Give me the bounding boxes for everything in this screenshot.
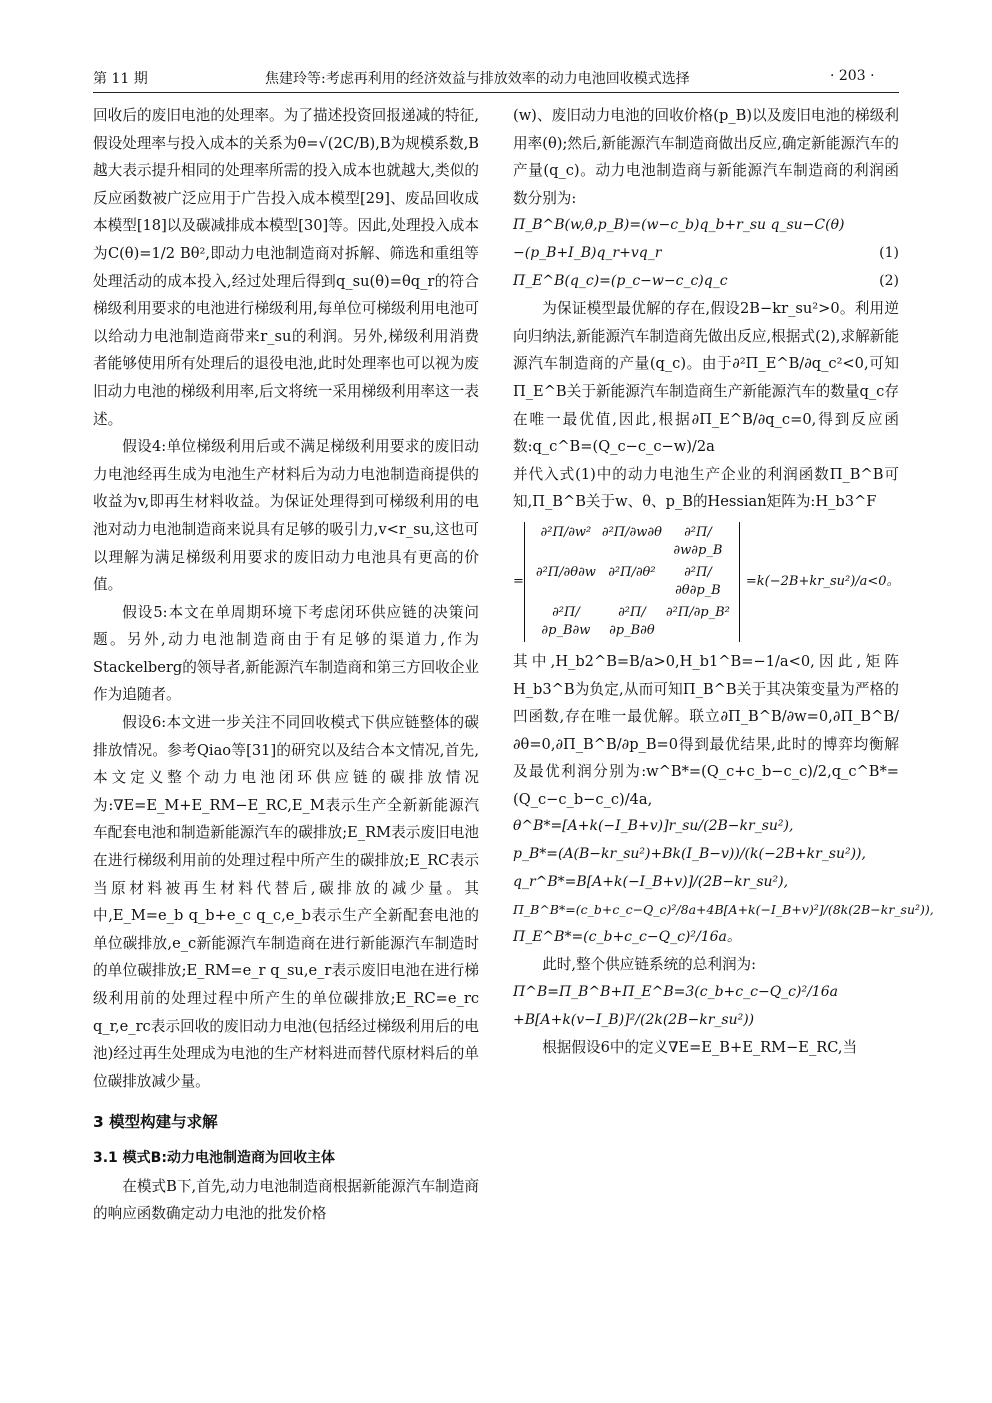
issue-label: 第 11 期 bbox=[93, 71, 148, 87]
assumption-5: 假设5:本文在单周期环境下考虑闭环供应链的决策问题。另外,动力电池制造商由于有足够的渠道力,作为Stackelberg的领导者,新能源汽车制造商和第三方回收企业作为追随者。 bbox=[93, 603, 479, 704]
matrix-cell: ∂²Π/∂p_B∂θ bbox=[609, 604, 655, 638]
matrix-cell: ∂²Π/∂w∂θ bbox=[601, 524, 662, 540]
matrix-cell: ∂²Π/∂θ² bbox=[608, 564, 656, 580]
paragraph: 根据假设6中的定义∇E=E_B+E_RM−E_RC,当 bbox=[542, 1039, 858, 1057]
paragraph: 回收后的废旧电池的处理率。为了描述投资回报递减的特征,假设处理率与投入成本的关系为θ=√(2C/B),B为规模系数,B越大表示提升相同的处理率所需的投入成本也就越大,类似的反应函数被广泛应用于广告投入成本模型[29]、废品回收成本模型[18]以及碳减排成本模型[30]等。因此,处理投入成本为C(θ)=1/2 Bθ²,即动力电池制造商对拆解、筛选和重组等处理活动的成本投入,经过处理后得到q_su(θ)=θq_r的符合梯级利用要求的电池进行梯级利用,每单位可梯级利用电池可以给动力电池制造商带来r_su的利润。另外,梯级利用消费者能够使用所有处理后的退役电池,此时处理率也可以视为废旧动力电池的梯级利用率,后文将统一采用梯级利用率这一表述。 bbox=[93, 107, 479, 428]
total-profit-2: +B[A+k(v−I_B)]²/(2k(2B−kr_su²)) bbox=[513, 1011, 755, 1028]
paragraph: 其中,H_b2^B=B/a>0,H_b1^B=−1/a<0,因此,矩阵H_b3^B为负定,从而可知Π_B^B关于其决策变量为严格的凹函数,存在唯一最优解。联立∂Π_B^B/∂w=0,∂Π_B^B/∂θ=0,∂Π_B^B/∂p_B=0得到最优结果,此时的博弈均衡解及最优利润分别为:w^B*=(Q_c+c_b−c_c)/2,q_c^B*=(Q_c−c_b−c_c)/4a, bbox=[513, 652, 899, 808]
paragraph: 此时,整个供应链系统的总利润为: bbox=[542, 956, 757, 974]
equation-number: (2) bbox=[879, 272, 899, 289]
solution-profit-b: Π_B^B*=(c_b+c_c−Q_c)²/8a+4B[A+k(−I_B+v)²]/(8k(2B−kr_su²)), bbox=[513, 902, 934, 918]
running-title: 焦建玲等:考虑再利用的经济效益与排放效率的动力电池回收模式选择 bbox=[265, 71, 690, 87]
equation-number: (1) bbox=[879, 244, 899, 261]
header-rule bbox=[93, 92, 899, 93]
paragraph: 并代入式(1)中的动力电池生产企业的利润函数Π_B^B可知,Π_B^B关于w、θ、p_B的Hessian矩阵为:H_b3^F bbox=[513, 465, 899, 511]
matrix-cell: ∂²Π/∂θ∂w bbox=[535, 564, 596, 580]
hessian-result: =k(−2B+kr_su²)/a<0。 bbox=[745, 574, 900, 590]
equation-1b: −(p_B+I_B)q_r+vq_r (1) bbox=[513, 240, 899, 268]
paragraph: 为保证模型最优解的存在,假设2B−kr_su²>0。利用逆向归纳法,新能源汽车制造商先做出反应,根据式(2),求解新能源汽车制造商的产量(q_c)。由于∂²Π_E^B/∂q_c²<0,可知Π_E^B关于新能源汽车制造商生产新能源汽车的数量q_c存在唯一最优值,因此,根据∂Π_E^B/∂q_c=0,得到反应函数:q_c^B=(Q_c−c_c−w)/2a bbox=[513, 300, 899, 456]
solution-theta: θ^B*=[A+k(−I_B+v)]r_su/(2B−kr_su²), bbox=[513, 818, 794, 835]
left-column bbox=[93, 102, 479, 1228]
solution-qr: q_r^B*=B[A+k(−I_B+v)]/(2B−kr_su²), bbox=[513, 873, 789, 890]
paragraph: 在模式B下,首先,动力电池制造商根据新能源汽车制造商的响应函数确定动力电池的批发价格 bbox=[93, 1177, 479, 1223]
solution-profit-e: Π_E^B*=(c_b+c_c−Q_c)²/16a。 bbox=[513, 928, 741, 945]
matrix-cell: ∂²Π/∂w∂p_B bbox=[673, 524, 723, 558]
matrix-cell: ∂²Π/∂p_B² bbox=[665, 604, 730, 620]
total-profit-1: Π^B=Π_B^B+Π_E^B=3(c_b+c_c−Q_c)²/16a bbox=[513, 984, 838, 1001]
assumption-4: 假设4:单位梯级利用后或不满足梯级利用要求的废旧动力电池经再生成为电池生产材料后为动力电池制造商提供的收益为v,即再生材料收益。为保证处理得到可梯级利用的电池对动力电池制造商来说具有足够的吸引力,v<r_su,这也可以理解为满足梯级利用要求的废旧动力电池具有更高的价值。 bbox=[93, 438, 479, 594]
matrix-cell: ∂²Π/∂p_B∂w bbox=[541, 604, 591, 638]
assumption-6: 假设6:本文进一步关注不同回收模式下供应链整体的碳排放情况。参考Qiao等[31]的研究以及结合本文情况,首先,本文定义整个动力电池闭环供应链的碳排放情况为:∇E=E_M+E_RM−E_RC,E_M表示生产全新新能源汽车配套电池和制造新能源汽车的碳排放;E_RM表示废旧电池在进行梯级利用前的处理过程中所产生的碳排放;E_RC表示当原材料被再生材料代替后,碳排放的减少量。其中,E_M=e_b q_b+e_c q_c,e_b表示生产全新配套电池的单位碳排放,e_c新能源汽车制造商在进行新能源汽车制造时的单位碳排放;E_RM=e_r q_su,e_r表示废旧电池在进行梯级利用前的处理过程中所产生的单位碳排放;E_RC=e_rc q_r,e_rc表示回收的废旧动力电池(包括经过梯级利用后的电池)经过再生处理成为电池的生产材料进而替代原材料后的单位碳排放减少量。 bbox=[93, 714, 479, 1090]
paragraph: (w)、废旧动力电池的回收价格(p_B)以及废旧电池的梯级利用率(θ);然后,新能源汽车制造商做出反应,确定新能源汽车的产量(q_c)。动力电池制造商与新能源汽车制造商的利润函数分别为: bbox=[513, 107, 899, 207]
equation-1a: Π_B^B(w,θ,p_B)=(w−c_b)q_b+r_su q_su−C(θ) bbox=[513, 217, 845, 234]
subsection-heading: 3.1 模式B:动力电池制造商为回收主体 bbox=[93, 1149, 335, 1166]
equation-2: Π_E^B(q_c)=(p_c−w−c_c)q_c (2) bbox=[513, 268, 899, 296]
determinant bbox=[524, 522, 740, 642]
matrix-cell: ∂²Π/∂θ∂p_B bbox=[675, 564, 721, 598]
right-column bbox=[513, 102, 934, 1062]
solution-pb: p_B*=(A(B−kr_su²)+Bk(I_B−v))/(k(−2B+kr_su²)), bbox=[513, 846, 866, 863]
section-heading: 3 模型构建与求解 bbox=[93, 1113, 218, 1132]
page-number: · 203 · bbox=[830, 68, 875, 84]
hessian-matrix: = ∂²Π/∂w² ∂²Π/∂w∂θ ∂²Π/∂w∂p_B ∂²Π/∂θ∂w ∂²Π/∂θ² ∂²Π/∂θ∂p_B ∂²Π/∂p_B∂w ∂²Π/∂p_B∂θ ∂²Π/∂p_B² =k(−2B+kr_su²)/a<0。 bbox=[513, 522, 899, 642]
matrix-cell: ∂²Π/∂w² bbox=[540, 524, 592, 540]
